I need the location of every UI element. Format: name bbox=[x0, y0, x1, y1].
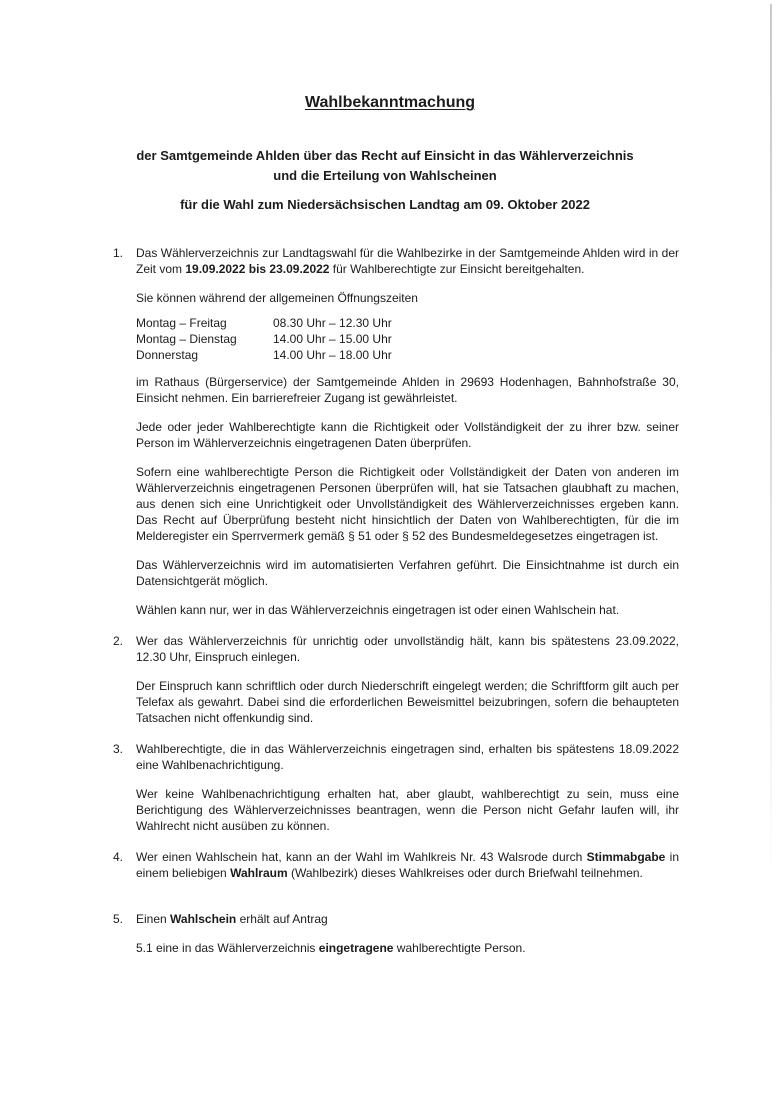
paragraph-notification: Wahlberechtigte, die in das Wählerverzeichnis eingetragen sind, erhalten bis spätestens 18.09.2022 eine Wahlbenachrichtigung. bbox=[136, 742, 679, 772]
paragraph-register-inspection: Das Wählerverzeichnis zur Landtagswahl für die Wahlbezirke in der Samtgemeinde Ahlden wird in der Zeit vom 19.09.2022 bis 23.09.2022 für Wahlberechtigte zur Einsicht bereitgehalten. bbox=[136, 246, 679, 276]
list-item-4 bbox=[113, 849, 679, 881]
paragraph-opening-hours-intro: Sie können während der allgemeinen Öffnungszeiten bbox=[136, 291, 418, 305]
opening-hours-day: Montag – Freitag bbox=[136, 316, 227, 330]
list-item-1 bbox=[113, 245, 679, 618]
opening-hours-row bbox=[136, 347, 679, 363]
list-item-5-number: 5. bbox=[113, 912, 124, 926]
list-item-4-number: 4. bbox=[113, 850, 124, 864]
document-title: Wahlbekanntmachung bbox=[304, 94, 476, 111]
list-item-3-body bbox=[136, 741, 679, 834]
opening-hours-row bbox=[136, 315, 679, 331]
paragraph-objection-form: Der Einspruch kann schriftlich oder durch Niederschrift eingelegt werden; die Schriftform gilt auch per Telefax als gewahrt. Dabei sind die erforderlichen Beweismittel beizubringen, sofern die behaupteten Tatsachen nicht offenkundig sind. bbox=[136, 679, 679, 725]
opening-hours-time: 08.30 Uhr – 12.30 Uhr bbox=[273, 316, 392, 330]
paragraph-ballot-paper-use: Wer einen Wahlschein hat, kann an der Wahl im Wahlkreis Nr. 43 Walsrode durch Stimmabgabe in einem beliebigen Wahlraum (Wahlbezirk) dieses Wahlkreises oder durch Briefwahl teilnehmen. bbox=[136, 850, 679, 880]
list-item-2 bbox=[113, 633, 679, 726]
subtitle-line-2: und die Erteilung von Wahlscheinen bbox=[273, 168, 497, 183]
paragraph-right-to-check: Jede oder jeder Wahlberechtigte kann die Richtigkeit oder Vollständigkeit der zu ihrer bzw. seiner Person im Wählerverzeichnis eingetragenen Daten überprüfen. bbox=[136, 420, 679, 450]
list-item-5-body bbox=[136, 911, 679, 956]
list-item-4-body bbox=[136, 849, 679, 881]
opening-hours-day: Donnerstag bbox=[136, 348, 199, 362]
list-item-2-number: 2. bbox=[113, 634, 124, 648]
list-item-1-number: 1. bbox=[113, 246, 124, 260]
numbered-list bbox=[113, 245, 679, 956]
opening-hours-time: 14.00 Uhr – 18.00 Uhr bbox=[273, 348, 392, 362]
paragraph-ballot-paper-application: Einen Wahlschein erhält auf Antrag bbox=[136, 912, 328, 926]
list-item-3-number: 3. bbox=[113, 742, 124, 756]
opening-hours-row bbox=[136, 331, 679, 347]
scan-artifact-line bbox=[770, 4, 772, 884]
paragraph-automated-procedure: Das Wählerverzeichnis wird im automatisierten Verfahren geführt. Die Einsichtnahme ist durch ein Datensichtgerät möglich. bbox=[136, 558, 679, 588]
opening-hours-table bbox=[136, 315, 679, 363]
paragraph-no-notification: Wer keine Wahlbenachrichtigung erhalten hat, aber glaubt, wahlberechtigt zu sein, muss eine Berichtigung des Wählerverzeichnisses beantragen, wenn die Person nicht Gefahr laufen will, ihr Wahlrecht nicht ausüben zu können. bbox=[136, 787, 679, 833]
list-item-3 bbox=[113, 741, 679, 834]
election-heading: für die Wahl zum Niedersächsischen Landtag am 09. Oktober 2022 bbox=[180, 197, 590, 212]
subtitle-line-1: der Samtgemeinde Ahlden über das Recht auf Einsicht in das Wählerverzeichnis bbox=[136, 148, 634, 163]
paragraph-check-other-persons: Sofern eine wahlberechtigte Person die Richtigkeit oder Vollständigkeit der Daten von anderen im Wählerverzeichnis eingetragenen Personen überprüfen will, hat sie Tatsachen glaubhaft zu machen, aus denen sich eine Unrichtigkeit oder Unvollständigkeit des Wählerverzeichnisses ergeben kann. Das Recht auf Überprüfung besteht nicht hinsichtlich der Daten von Wahlberechtigten, für die im Melderegister ein Sperrvermerk gemäß § 51 oder § 52 des Bundesmeldegesetzes eingetragen ist. bbox=[136, 465, 679, 543]
opening-hours-day: Montag – Dienstag bbox=[136, 332, 237, 346]
sub-item-5-1: 5.1 eine in das Wählerverzeichnis eingetragene wahlberechtigte Person. bbox=[136, 941, 526, 955]
paragraph-town-hall-address: im Rathaus (Bürgerservice) der Samtgemeinde Ahlden in 29693 Hodenhagen, Bahnhofstraße 30, Einsicht nehmen. Ein barrierefreier Zugang ist gewährleistet. bbox=[136, 375, 679, 405]
document-subtitle bbox=[90, 146, 680, 186]
opening-hours-time: 14.00 Uhr – 15.00 Uhr bbox=[273, 332, 392, 346]
paragraph-objection-deadline: Wer das Wählerverzeichnis für unrichtig oder unvollständig hält, kann bis spätestens 23.09.2022, 12.30 Uhr, Einspruch einlegen. bbox=[136, 634, 679, 664]
list-item-2-body bbox=[136, 633, 679, 726]
paragraph-who-may-vote: Wählen kann nur, wer in das Wählerverzeichnis eingetragen ist oder einen Wahlschein hat. bbox=[136, 603, 620, 617]
list-item-5 bbox=[113, 911, 679, 956]
list-item-1-body bbox=[136, 245, 679, 618]
